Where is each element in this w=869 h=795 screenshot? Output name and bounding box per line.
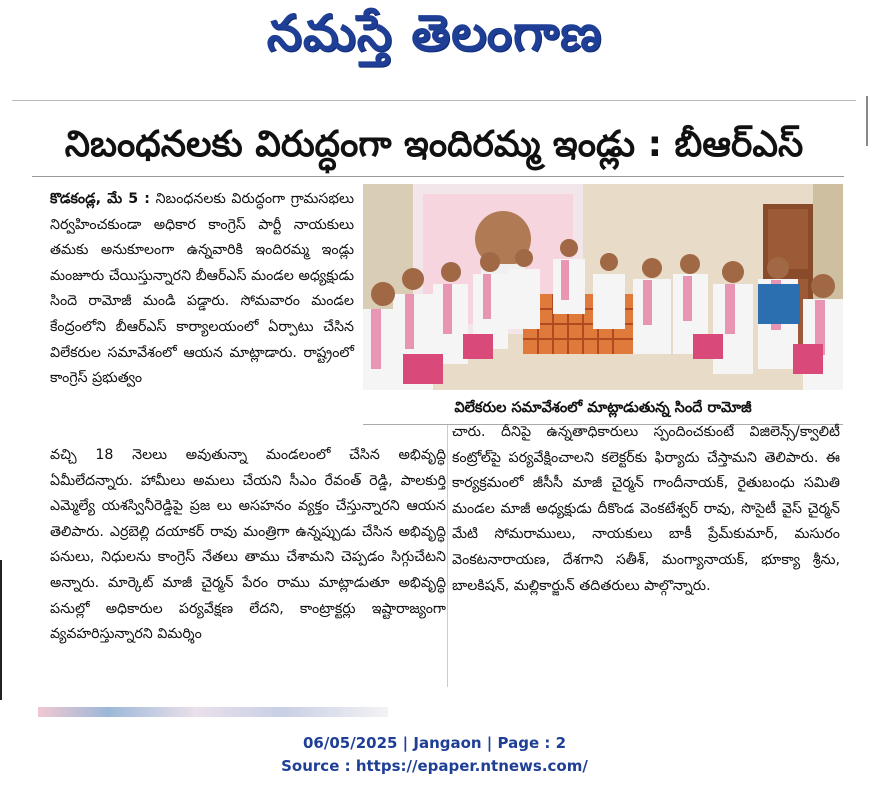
footer-date-edition: 06/05/2025 | Jangaon | Page : 2 <box>302 734 567 752</box>
article-headline: నిబంధనలకు విరుద్ధంగా ఇందిరమ్మ ఇండ్లు : బీఆర్ఎస్ <box>64 124 804 165</box>
left-edge-rule <box>0 560 2 700</box>
article-dateline: కొడకండ్ల, మే 5 : <box>50 191 150 207</box>
photo-caption: విలేకరుల సమావేశంలో మాట్లాడుతున్న సిందే రామోజీ <box>454 400 752 416</box>
footer-source: Source : https://epaper.ntnews.com/ <box>281 757 588 775</box>
article-text-col1-bottom: వచ్చి 18 నెలలు అవుతున్నా మండలంలో చేసిన అభివృద్ధి ఏమీలేదన్నారు. హామీలు అమలు చేయని సీఎం రేవంత్ రెడ్డి, పాలకుర్తి ఎమ్మెల్యే యశస్వినీరెడ్డిపై ప్రజ లు అసహనం వ్యక్తం చేస్తున్నారని ఆయన తెలిపారు. ఎర్రబెల్లి దయాకర్ రావు మంత్రిగా ఉన్నప్పుడు చేసిన అభివృద్ధి పనులు, నిధులను కాంగ్రెస్ నేతలు తాము చేశామని చెప్పడం సిగ్గుచేటని అన్నారు. మార్కెట్ మాజీ చైర్మన్ పేరం రాము మాట్లాడుతూ అభివృద్ధి పనుల్లో అధికారుల పర్యవేక్షణ లేదని, కాంట్రాక్టర్లు ఇష్టారాజ్యంగా వ్యవహరిస్తున్నారని విమర్శిం <box>50 447 446 643</box>
headline-divider <box>32 176 844 177</box>
column-divider <box>447 425 448 687</box>
masthead <box>0 4 869 74</box>
article-text-col1-top: నిబంధనలకు విరుద్ధంగా గ్రామసభలు నిర్వహించకుండా అధికార కాంగ్రెస్ పార్టీ నాయకులు తమకు అనుకూలంగా ఉన్నవారికి ఇందిరమ్మ ఇండ్లు మంజూరు చేయిస్తున్నారని బీఆర్ఎస్ మండల అధ్యక్షుడు సిందె రామోజీ మండి పడ్డారు. సోమవారం మండల కేంద్రంలోని బీఆర్ఎస్ కార్యాలయంలో ఏర్పాటు చేసిన విలేకరుల సమావేశంలో ఆయన మాట్లాడారు. రాష్ట్రంలో కాంగ్రెస్ ప్రభుత్వం <box>50 191 354 387</box>
masthead-title: నమస్తే తెలంగాణ <box>266 3 603 62</box>
article-column-1-top <box>50 187 354 392</box>
article-text-col2: చారు. దీనిపై ఉన్నతాధికారులు స్పందించకుంటే విజిలెన్స్/క్వాలిటీ కంట్రోల్‌పై పర్యవేక్షించాలని కలెక్టర్‌కు ఫిర్యాదు చేస్తామని తెలిపారు. ఈ కార్యక్రమంలో జీసీసీ మాజీ చైర్మన్ గాందీనాయక్, రైతుబంధు సమితి మండల మాజీ అధ్యక్షుడు దీకొండ వెంకటేశ్వర్ రావు, సొసైటీ వైస్ చైర్మన్ మేటి సోమరాములు, నాయకులు బాకీ ప్రేమ్‌కుమార్, మసురం వెంకటనారాయణ, దేశగాని సతీశ్, మంగ్యానాయక్, భూక్యా శ్రీను, బాలకిషన్, మల్లికార్జున్ తదితరులు పాల్గొన్నారు. <box>452 424 840 594</box>
article-photo <box>363 184 843 390</box>
next-article-strip <box>38 707 388 717</box>
press-meet-photo <box>363 184 843 390</box>
right-edge-rule <box>866 96 868 146</box>
